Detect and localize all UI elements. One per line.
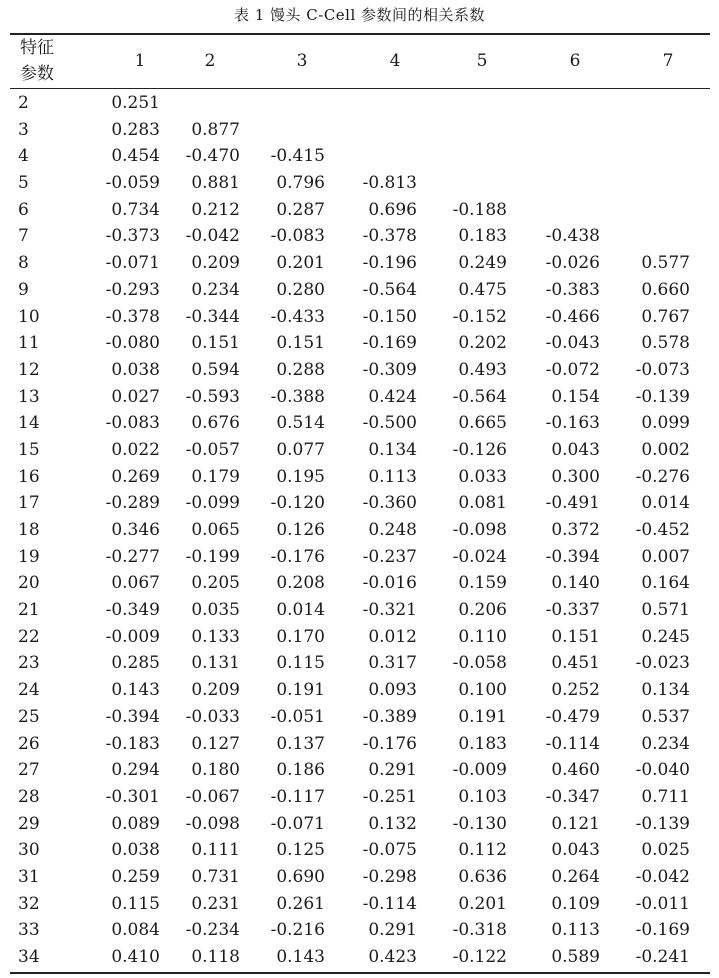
- correlation-cell: -0.057: [185, 439, 240, 460]
- correlation-cell: 0.183: [458, 733, 507, 754]
- correlation-cell: -0.415: [270, 146, 325, 167]
- correlation-cell: 0.877: [191, 119, 240, 140]
- correlation-cell: 0.154: [551, 386, 600, 407]
- table-row: [10, 917, 710, 944]
- row-param-label: 14: [18, 413, 40, 434]
- correlation-cell: -0.289: [105, 493, 160, 514]
- table-row: [10, 570, 710, 597]
- row-param-label: 10: [18, 306, 40, 327]
- correlation-cell: 0.113: [551, 920, 600, 941]
- correlation-cell: -0.099: [185, 493, 240, 514]
- correlation-cell: 0.035: [191, 600, 240, 621]
- table-row: [10, 410, 710, 437]
- correlation-cell: 0.280: [276, 279, 325, 300]
- row-param-label: 31: [18, 866, 40, 887]
- correlation-cell: -0.023: [635, 653, 690, 674]
- correlation-cell: 0.234: [191, 279, 240, 300]
- table-row: [10, 864, 710, 891]
- correlation-cell: 0.112: [458, 840, 507, 861]
- correlation-cell: -0.433: [270, 306, 325, 327]
- table-row: [10, 250, 710, 277]
- correlation-cell: 0.121: [551, 813, 600, 834]
- correlation-cell: -0.009: [105, 626, 160, 647]
- correlation-cell: -0.114: [362, 893, 417, 914]
- correlation-cell: 0.164: [641, 573, 690, 594]
- correlation-cell: -0.293: [105, 279, 160, 300]
- correlation-cell: 0.067: [111, 573, 160, 594]
- correlation-cell: -0.122: [452, 947, 507, 967]
- header-col-4: 4: [389, 51, 401, 71]
- table-row: [10, 304, 710, 331]
- correlation-cell: -0.139: [635, 386, 690, 407]
- row-param-label: 8: [18, 253, 29, 274]
- table-row: [10, 544, 710, 571]
- correlation-cell: -0.813: [362, 173, 417, 194]
- table-row: [10, 517, 710, 544]
- correlation-cell: 0.007: [641, 546, 690, 567]
- correlation-cell: -0.470: [185, 146, 240, 167]
- correlation-cell: 0.143: [111, 680, 160, 701]
- correlation-cell: 0.202: [458, 333, 507, 354]
- correlation-cell: 0.201: [276, 253, 325, 274]
- correlation-cell: -0.051: [270, 706, 325, 727]
- correlation-cell: 0.291: [368, 760, 417, 781]
- correlation-cell: 0.118: [191, 947, 240, 967]
- table-row: [10, 197, 710, 224]
- correlation-cell: 0.372: [551, 520, 600, 540]
- correlation-cell: 0.179: [191, 466, 240, 487]
- table-row: [10, 784, 710, 811]
- header-row-label-line2: 参数: [20, 64, 54, 84]
- table-row: [10, 650, 710, 677]
- table-caption: 表 1 馒头 C-Cell 参数间的相关系数: [233, 6, 486, 24]
- correlation-cell: -0.083: [270, 226, 325, 247]
- correlation-cell: 0.100: [458, 680, 507, 701]
- correlation-cell: 0.269: [111, 466, 160, 487]
- correlation-cell: -0.058: [452, 653, 507, 674]
- correlation-cell: -0.176: [362, 733, 417, 754]
- correlation-cell: -0.301: [105, 786, 160, 807]
- correlation-cell: -0.394: [105, 706, 160, 727]
- correlation-cell: 0.514: [276, 413, 325, 434]
- correlation-cell: 0.131: [191, 653, 240, 674]
- table-row: [10, 90, 710, 117]
- correlation-cell: 0.665: [458, 413, 507, 434]
- row-param-label: 15: [18, 439, 40, 460]
- correlation-cell: 0.014: [276, 600, 325, 621]
- correlation-cell: 0.205: [191, 573, 240, 594]
- correlation-cell: 0.696: [368, 199, 417, 220]
- correlation-cell: 0.577: [641, 253, 690, 274]
- correlation-cell: 0.084: [111, 920, 160, 941]
- correlation-cell: -0.139: [635, 813, 690, 834]
- correlation-cell: 0.151: [551, 626, 600, 647]
- correlation-cell: -0.098: [452, 520, 507, 540]
- correlation-cell: 0.261: [276, 893, 325, 914]
- correlation-cell: -0.309: [362, 359, 417, 380]
- correlation-cell: -0.318: [452, 920, 507, 941]
- header-row-label-line1: 特征: [20, 38, 54, 58]
- table-row: [10, 837, 710, 864]
- correlation-cell: -0.251: [362, 786, 417, 807]
- correlation-cell: 0.180: [191, 760, 240, 781]
- row-param-label: 18: [18, 520, 40, 540]
- row-param-label: 16: [18, 466, 40, 487]
- row-param-label: 5: [18, 173, 29, 194]
- correlation-cell: -0.298: [362, 866, 417, 887]
- table-header-rule: [10, 88, 710, 89]
- correlation-cell: -0.042: [185, 226, 240, 247]
- correlation-cell: -0.593: [185, 386, 240, 407]
- correlation-cell: 0.690: [276, 866, 325, 887]
- correlation-cell: 0.159: [458, 573, 507, 594]
- correlation-cell: 0.077: [276, 439, 325, 460]
- row-param-label: 27: [18, 760, 40, 781]
- correlation-cell: -0.564: [452, 386, 507, 407]
- correlation-cell: 0.012: [368, 626, 417, 647]
- correlation-cell: 0.287: [276, 199, 325, 220]
- correlation-cell: 0.132: [368, 813, 417, 834]
- correlation-cell: -0.043: [545, 333, 600, 354]
- correlation-cell: -0.466: [545, 306, 600, 327]
- correlation-cell: 0.676: [191, 413, 240, 434]
- table-row: [10, 731, 710, 758]
- correlation-cell: 0.126: [276, 520, 325, 540]
- header-col-1: 1: [134, 51, 146, 71]
- correlation-cell: -0.163: [545, 413, 600, 434]
- correlation-cell: 0.300: [551, 466, 600, 487]
- correlation-cell: -0.183: [105, 733, 160, 754]
- table-row: [10, 277, 710, 304]
- correlation-cell: 0.103: [458, 786, 507, 807]
- correlation-cell: 0.294: [111, 760, 160, 781]
- correlation-cell: 0.134: [368, 439, 417, 460]
- correlation-cell: 0.252: [551, 680, 600, 701]
- correlation-cell: 0.183: [458, 226, 507, 247]
- correlation-cell: 0.127: [191, 733, 240, 754]
- correlation-cell: 0.002: [641, 439, 690, 460]
- row-param-label: 32: [18, 893, 40, 914]
- correlation-cell: -0.199: [185, 546, 240, 567]
- correlation-cell: -0.026: [545, 253, 600, 274]
- correlation-cell: 0.231: [191, 893, 240, 914]
- correlation-cell: 0.081: [458, 493, 507, 514]
- correlation-cell: 0.259: [111, 866, 160, 887]
- correlation-cell: 0.346: [111, 520, 160, 540]
- correlation-cell: 0.209: [191, 253, 240, 274]
- row-param-label: 12: [18, 359, 40, 380]
- table-row: [10, 170, 710, 197]
- table-row: [10, 437, 710, 464]
- correlation-cell: -0.337: [545, 600, 600, 621]
- correlation-cell: 0.317: [368, 653, 417, 674]
- correlation-cell: 0.589: [551, 947, 600, 967]
- correlation-cell: -0.394: [545, 546, 600, 567]
- correlation-cell: 0.038: [111, 359, 160, 380]
- row-param-label: 26: [18, 733, 40, 754]
- row-param-label: 19: [18, 546, 40, 567]
- row-param-label: 29: [18, 813, 40, 834]
- correlation-cell: 0.264: [551, 866, 600, 887]
- correlation-cell: -0.011: [635, 893, 690, 914]
- row-param-label: 2: [18, 93, 29, 113]
- correlation-cell: 0.251: [111, 93, 160, 113]
- correlation-cell: 0.093: [368, 680, 417, 701]
- correlation-cell: 0.234: [641, 733, 690, 754]
- correlation-cell: -0.378: [362, 226, 417, 247]
- row-param-label: 20: [18, 573, 40, 594]
- correlation-cell: -0.479: [545, 706, 600, 727]
- correlation-cell: -0.083: [105, 413, 160, 434]
- row-param-label: 9: [18, 279, 29, 300]
- correlation-cell: 0.025: [641, 840, 690, 861]
- correlation-cell: 0.454: [111, 146, 160, 167]
- correlation-cell: -0.321: [362, 600, 417, 621]
- correlation-cell: 0.636: [458, 866, 507, 887]
- correlation-cell: 0.143: [276, 947, 325, 967]
- correlation-cell: -0.040: [635, 760, 690, 781]
- table-row: [10, 384, 710, 411]
- correlation-cell: -0.176: [270, 546, 325, 567]
- row-param-label: 34: [18, 947, 40, 967]
- row-param-label: 17: [18, 493, 40, 514]
- correlation-cell: -0.130: [452, 813, 507, 834]
- row-param-label: 28: [18, 786, 40, 807]
- correlation-cell: -0.373: [105, 226, 160, 247]
- row-param-label: 3: [18, 119, 29, 140]
- correlation-cell: 0.033: [458, 466, 507, 487]
- table-row: [10, 330, 710, 357]
- table-row: [10, 490, 710, 517]
- correlation-cell: 0.111: [191, 840, 240, 861]
- correlation-cell: -0.378: [105, 306, 160, 327]
- header-col-3: 3: [296, 51, 308, 71]
- correlation-cell: 0.767: [641, 306, 690, 327]
- table-row: [10, 357, 710, 384]
- correlation-cell: -0.075: [362, 840, 417, 861]
- correlation-cell: 0.475: [458, 279, 507, 300]
- correlation-cell: 0.248: [368, 520, 417, 540]
- correlation-cell: 0.115: [111, 893, 160, 914]
- correlation-cell: 0.065: [191, 520, 240, 540]
- row-param-label: 4: [18, 146, 29, 167]
- correlation-cell: -0.169: [635, 920, 690, 941]
- correlation-cell: 0.151: [276, 333, 325, 354]
- correlation-cell: 0.022: [111, 439, 160, 460]
- correlation-cell: -0.072: [545, 359, 600, 380]
- correlation-cell: 0.291: [368, 920, 417, 941]
- correlation-cell: -0.241: [635, 947, 690, 967]
- correlation-cell: 0.133: [191, 626, 240, 647]
- row-param-label: 21: [18, 600, 40, 621]
- table-row: [10, 597, 710, 624]
- header-col-7: 7: [662, 51, 674, 71]
- row-param-label: 23: [18, 653, 40, 674]
- table-body: [10, 90, 710, 971]
- table-row: [10, 757, 710, 784]
- correlation-cell: 0.186: [276, 760, 325, 781]
- correlation-cell: -0.388: [270, 386, 325, 407]
- correlation-cell: -0.080: [105, 333, 160, 354]
- correlation-cell: -0.073: [635, 359, 690, 380]
- correlation-cell: 0.423: [368, 947, 417, 967]
- correlation-cell: -0.347: [545, 786, 600, 807]
- correlation-cell: 0.206: [458, 600, 507, 621]
- correlation-cell: 0.711: [641, 786, 690, 807]
- correlation-cell: -0.150: [362, 306, 417, 327]
- correlation-cell: 0.201: [458, 893, 507, 914]
- row-param-label: 30: [18, 840, 40, 861]
- correlation-cell: -0.071: [105, 253, 160, 274]
- correlation-cell: 0.038: [111, 840, 160, 861]
- correlation-cell: -0.276: [635, 466, 690, 487]
- table-row: [10, 117, 710, 144]
- correlation-cell: 0.245: [641, 626, 690, 647]
- correlation-cell: 0.140: [551, 573, 600, 594]
- correlation-cell: 0.014: [641, 493, 690, 514]
- correlation-cell: 0.283: [111, 119, 160, 140]
- correlation-cell: 0.493: [458, 359, 507, 380]
- correlation-cell: 0.027: [111, 386, 160, 407]
- row-param-label: 33: [18, 920, 40, 941]
- correlation-cell: -0.024: [452, 546, 507, 567]
- correlation-cell: 0.113: [368, 466, 417, 487]
- table-row: [10, 143, 710, 170]
- row-param-label: 25: [18, 706, 40, 727]
- correlation-cell: 0.451: [551, 653, 600, 674]
- correlation-cell: -0.452: [635, 520, 690, 540]
- correlation-cell: 0.734: [111, 199, 160, 220]
- correlation-cell: -0.114: [545, 733, 600, 754]
- correlation-cell: -0.216: [270, 920, 325, 941]
- table-row: [10, 464, 710, 491]
- correlation-cell: -0.126: [452, 439, 507, 460]
- correlation-cell: 0.424: [368, 386, 417, 407]
- row-param-label: 13: [18, 386, 40, 407]
- correlation-cell: 0.109: [551, 893, 600, 914]
- correlation-cell: -0.389: [362, 706, 417, 727]
- row-param-label: 11: [18, 333, 40, 354]
- correlation-cell: -0.059: [105, 173, 160, 194]
- correlation-cell: 0.170: [276, 626, 325, 647]
- correlation-cell: 0.151: [191, 333, 240, 354]
- correlation-cell: 0.578: [641, 333, 690, 354]
- correlation-cell: 0.208: [276, 573, 325, 594]
- correlation-cell: 0.191: [276, 680, 325, 701]
- correlation-cell: -0.188: [452, 199, 507, 220]
- correlation-cell: 0.099: [641, 413, 690, 434]
- correlation-cell: -0.120: [270, 493, 325, 514]
- correlation-cell: -0.500: [362, 413, 417, 434]
- correlation-cell: -0.277: [105, 546, 160, 567]
- row-param-label: 24: [18, 680, 40, 701]
- table-row: [10, 624, 710, 651]
- correlation-cell: -0.098: [185, 813, 240, 834]
- correlation-cell: -0.383: [545, 279, 600, 300]
- correlation-cell: 0.249: [458, 253, 507, 274]
- correlation-cell: -0.169: [362, 333, 417, 354]
- correlation-cell: -0.360: [362, 493, 417, 514]
- correlation-cell: 0.134: [641, 680, 690, 701]
- correlation-cell: 0.110: [458, 626, 507, 647]
- correlation-cell: 0.796: [276, 173, 325, 194]
- header-col-6: 6: [569, 51, 581, 71]
- header-col-5: 5: [476, 51, 488, 71]
- row-param-label: 7: [18, 226, 29, 247]
- correlation-cell: 0.594: [191, 359, 240, 380]
- correlation-cell: 0.881: [191, 173, 240, 194]
- correlation-cell: -0.009: [452, 760, 507, 781]
- correlation-cell: 0.731: [191, 866, 240, 887]
- correlation-cell: 0.571: [641, 600, 690, 621]
- correlation-cell: -0.438: [545, 226, 600, 247]
- table-bottom-rule: [10, 972, 710, 974]
- correlation-cell: 0.212: [191, 199, 240, 220]
- correlation-cell: -0.234: [185, 920, 240, 941]
- table-row: [10, 677, 710, 704]
- table-header: [10, 35, 710, 88]
- correlation-cell: -0.071: [270, 813, 325, 834]
- correlation-cell: 0.195: [276, 466, 325, 487]
- correlation-cell: 0.043: [551, 439, 600, 460]
- correlation-cell: 0.137: [276, 733, 325, 754]
- correlation-cell: -0.016: [362, 573, 417, 594]
- header-col-2: 2: [204, 51, 216, 71]
- correlation-cell: -0.152: [452, 306, 507, 327]
- table-row: [10, 944, 710, 971]
- correlation-cell: -0.196: [362, 253, 417, 274]
- table-row: [10, 223, 710, 250]
- correlation-cell: -0.237: [362, 546, 417, 567]
- correlation-cell: 0.209: [191, 680, 240, 701]
- correlation-cell: -0.491: [545, 493, 600, 514]
- correlation-cell: 0.285: [111, 653, 160, 674]
- correlation-cell: -0.033: [185, 706, 240, 727]
- row-param-label: 22: [18, 626, 40, 647]
- correlation-cell: -0.564: [362, 279, 417, 300]
- row-param-label: 6: [18, 199, 29, 220]
- correlation-cell: -0.117: [270, 786, 325, 807]
- correlation-cell: 0.660: [641, 279, 690, 300]
- correlation-cell: 0.043: [551, 840, 600, 861]
- table-row: [10, 811, 710, 838]
- correlation-cell: -0.344: [185, 306, 240, 327]
- correlation-cell: -0.067: [185, 786, 240, 807]
- table-row: [10, 704, 710, 731]
- correlation-cell: -0.349: [105, 600, 160, 621]
- correlation-cell: 0.288: [276, 359, 325, 380]
- correlation-cell: 0.191: [458, 706, 507, 727]
- correlation-cell: 0.410: [111, 947, 160, 967]
- correlation-cell: 0.460: [551, 760, 600, 781]
- table-row: [10, 891, 710, 918]
- correlation-cell: -0.042: [635, 866, 690, 887]
- correlation-cell: 0.115: [276, 653, 325, 674]
- correlation-cell: 0.125: [276, 840, 325, 861]
- correlation-cell: 0.537: [641, 706, 690, 727]
- correlation-cell: 0.089: [111, 813, 160, 834]
